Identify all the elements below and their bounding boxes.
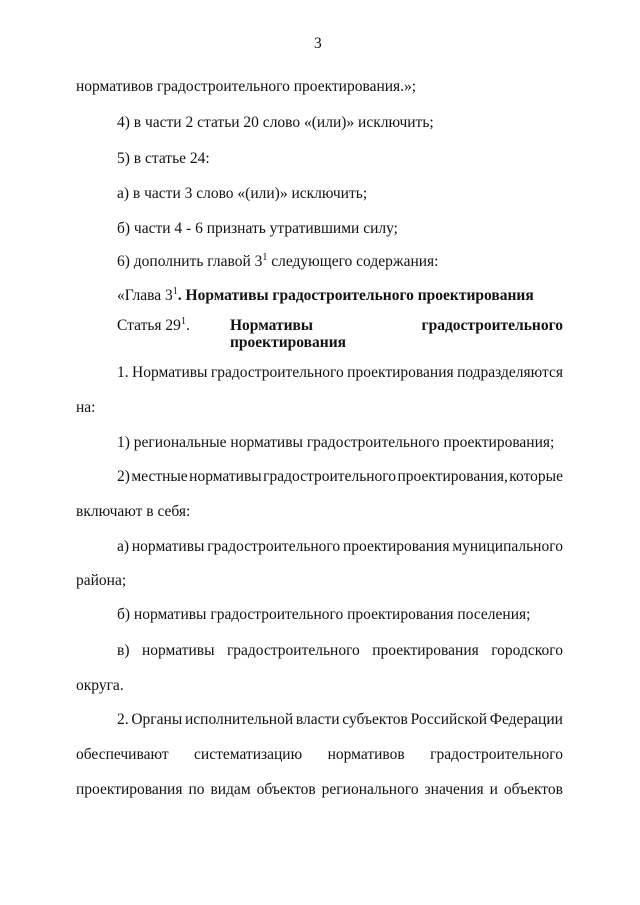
page-number: 3 — [314, 35, 322, 52]
text-segment: следующего содержания: — [267, 253, 439, 270]
text-line: района; — [76, 572, 127, 589]
word: проектирования — [76, 781, 183, 798]
text-line: на: — [76, 399, 96, 416]
word: а) — [117, 538, 130, 555]
word: 2) — [117, 468, 130, 485]
text-line: б) части 4 - 6 признать утратившими силу; — [117, 220, 398, 237]
word: градостроительного — [210, 364, 344, 381]
text-segment: Статья 29 — [117, 317, 181, 334]
word: объектов — [256, 781, 316, 798]
justified-line — [76, 780, 563, 800]
word: обеспечивают — [76, 746, 169, 763]
article-title: проектирования — [230, 334, 347, 351]
word: регионального — [321, 781, 419, 798]
word: градостроительного — [207, 538, 341, 555]
word: власти — [295, 711, 340, 728]
word: исполнительной — [184, 711, 294, 728]
justified-line — [117, 467, 563, 487]
chapter-heading — [117, 286, 534, 306]
article-number — [117, 316, 190, 336]
word: муниципального — [452, 538, 563, 555]
word: проектирования — [372, 642, 479, 659]
word: субъектов — [342, 711, 408, 728]
text-line: 1) региональные нормативы градостроительного проектирования; — [117, 434, 555, 451]
word: видам — [210, 781, 251, 798]
superscript: 1 — [262, 252, 268, 263]
word: Нормативы — [132, 364, 208, 381]
text-line: а) в части 3 слово «(или)» исключить; — [117, 185, 368, 202]
word: градостроительного — [263, 468, 397, 485]
superscript: 1 — [180, 316, 186, 327]
word: городского — [491, 642, 563, 659]
word: 2. — [117, 711, 129, 728]
text-line — [117, 252, 438, 272]
word: подразделяются — [457, 364, 563, 381]
word: Российской — [410, 711, 487, 728]
word: местные — [131, 468, 188, 485]
word: и — [489, 781, 498, 798]
word: нормативы — [141, 642, 215, 659]
text-line: округа. — [76, 677, 124, 694]
text-line: 4) в части 2 статьи 20 слово «(или)» исключить; — [117, 114, 434, 131]
word: нормативов — [327, 746, 405, 763]
word: проектирования — [343, 538, 450, 555]
text-line: включают в себя: — [76, 503, 191, 520]
text-line: б) нормативы градостроительного проектирования поселения; — [117, 606, 531, 623]
superscript: 1 — [172, 286, 178, 297]
word: Органы — [131, 711, 183, 728]
word: нормативы — [189, 468, 262, 485]
text-line: 5) в статье 24: — [117, 150, 210, 167]
text-segment: Нормативы — [230, 317, 314, 334]
word: градостроительного — [430, 746, 563, 763]
word: значения — [424, 781, 484, 798]
text-segment: . — [185, 317, 190, 334]
word: в) — [117, 642, 130, 659]
justified-line — [117, 363, 563, 383]
justified-line — [117, 537, 563, 557]
text-segment: «Глава 3 — [117, 287, 173, 304]
text-line: нормативов градостроительного проектирования.»; — [76, 78, 417, 95]
word: объектов — [503, 781, 563, 798]
word: Федерации — [489, 711, 563, 728]
text-segment: 6) дополнить главой 3 — [117, 253, 263, 270]
word: проектирования — [347, 364, 454, 381]
word: 1. — [117, 364, 129, 381]
word: нормативы — [131, 538, 205, 555]
chapter-title: . Нормативы градостроительного проектирования — [177, 287, 534, 304]
word: по — [188, 781, 205, 798]
word: градостроительного — [226, 642, 360, 659]
text-segment: градостроительного — [421, 317, 563, 334]
justified-line — [117, 710, 563, 730]
word: которые — [509, 468, 563, 485]
word: систематизацию — [194, 746, 303, 763]
justified-line — [117, 641, 563, 661]
word: проектирования, — [397, 468, 508, 485]
justified-line — [76, 745, 563, 765]
